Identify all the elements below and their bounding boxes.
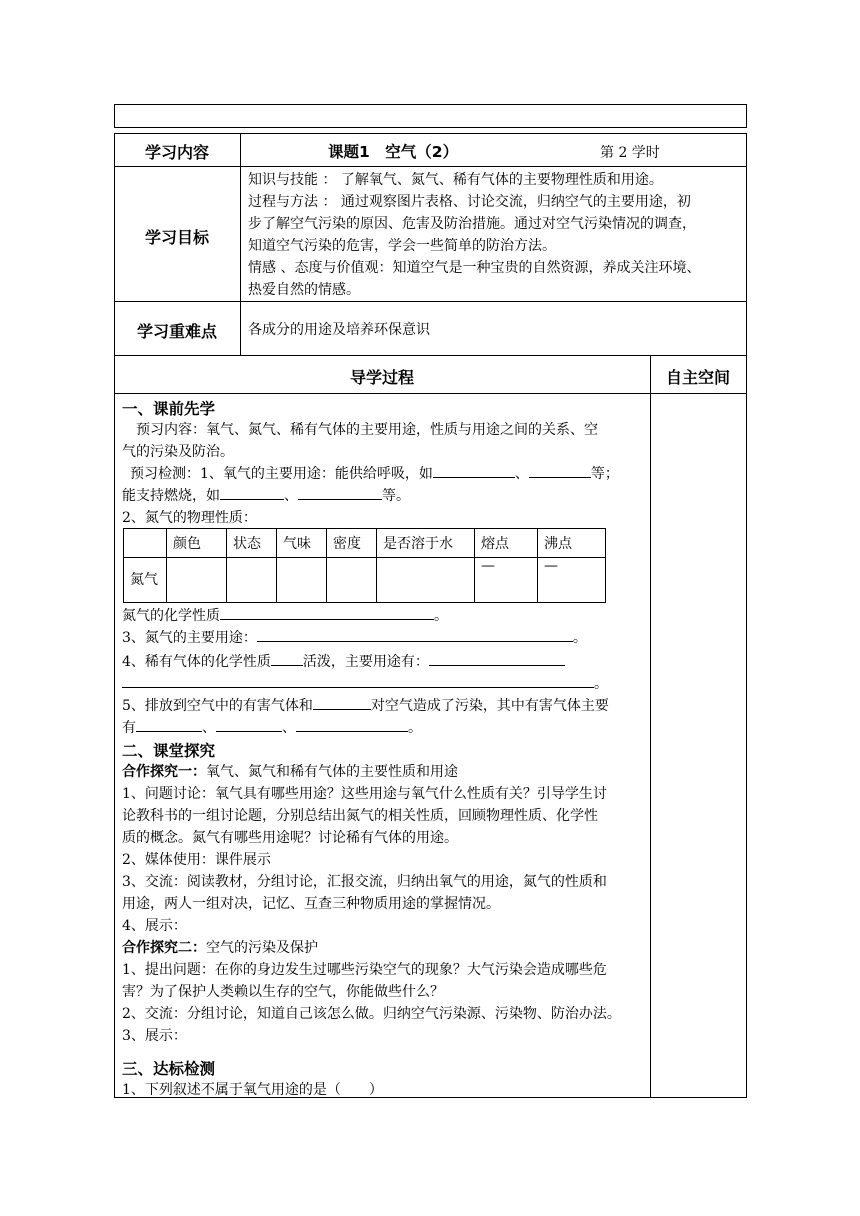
- frame-line: [114, 104, 747, 105]
- goal-line: 过程与方法 ： 通过观察图片表格、讨论交流，归纳空气的主要用途，初: [248, 194, 691, 210]
- table-cell[interactable]: [327, 558, 377, 603]
- separator: 、: [514, 466, 529, 482]
- table-header: 气味: [277, 529, 327, 558]
- goal-line: 知识与技能 ： 了解氧气、氮气、稀有气体的主要物理性质和用途。: [248, 172, 663, 188]
- para-line: 害？为了保护人类赖以生存的空气，你能做些什么？: [122, 984, 444, 1000]
- answer-blank[interactable]: [296, 717, 408, 732]
- para-line: 2、交流：分组讨论，知道自己该怎么做。归纳空气污染源、污染物、防治办法。: [122, 1006, 621, 1022]
- para-line: 质的概念。氮气有哪些用途呢？讨论稀有气体的用途。: [122, 830, 458, 846]
- table-cell: —: [538, 558, 606, 603]
- frame-line: [114, 133, 747, 134]
- table-cell[interactable]: [277, 558, 327, 603]
- process-label: 导学过程: [349, 368, 414, 387]
- n2-use-text: 3、氮气的主要用途：: [122, 630, 257, 646]
- check-text: 等。: [382, 488, 410, 504]
- para-line: 论教科书的一组讨论题，分别总结出氮气的相关性质，回顾物理性质、化学性: [122, 808, 598, 824]
- q5-text: 对空气造成了污染，其中有害气体主要: [370, 698, 609, 714]
- answer-blank[interactable]: [271, 651, 303, 666]
- pollution-line2: [122, 717, 422, 739]
- frame-line: [114, 355, 747, 356]
- table-cell[interactable]: [227, 558, 277, 603]
- noble-text: 活泼，主要用途有：: [302, 654, 429, 670]
- section1-title: 一、课前先学: [122, 400, 216, 418]
- check-text: 等；: [590, 466, 619, 482]
- lesson-period: 第 2 学时: [600, 145, 660, 161]
- goals-text: [248, 169, 744, 301]
- goals-label: 学习目标: [144, 228, 209, 247]
- lesson-title: 课题1 空气（2）: [328, 143, 459, 161]
- frame-line: [650, 355, 651, 1098]
- keypoints-text: 各成分的用途及培养环保意识: [248, 322, 430, 338]
- answer-blank[interactable]: [429, 651, 565, 666]
- table-cell: [124, 529, 167, 558]
- frame-line: [114, 166, 747, 167]
- noble-gas-line: [122, 651, 565, 673]
- preview-line: 预习内容：氧气、氮气、稀有气体的主要用途，性质与用途之间的关系、空: [136, 422, 598, 438]
- q5-text: 5、排放到空气中的有害气体和: [122, 698, 313, 714]
- end-mark: 。: [408, 720, 422, 736]
- separator: 、: [202, 720, 216, 736]
- pollution-line: [122, 695, 609, 717]
- frame-line: [746, 104, 747, 128]
- space-label: 自主空间: [665, 368, 730, 387]
- check-text: 预习检测：1、氧气的主要用途：能供给呼吸，如: [130, 466, 433, 482]
- coop2-label: 合作探究二：: [122, 940, 206, 956]
- goal-line: 步了解空气污染的原因、危害及防治措施。通过对空气污染情况的调查，: [248, 216, 696, 232]
- separator: 、: [282, 720, 296, 736]
- keypoints-label: 学习重难点: [136, 322, 217, 341]
- table-header: 沸点: [538, 529, 606, 558]
- end-mark: 。: [594, 676, 608, 692]
- para-line: 1、问题讨论：氧气具有哪些用途？这些用途与氧气什么性质有关？引导学生讨: [122, 786, 607, 802]
- table-row: [124, 529, 606, 558]
- coop1-body: [122, 783, 646, 1047]
- answer-blank[interactable]: [257, 627, 573, 642]
- end-mark: 。: [572, 630, 587, 646]
- frame-line: [746, 133, 747, 1098]
- table-header: 是否溶于水: [377, 529, 475, 558]
- frame-line: [114, 127, 747, 128]
- table-header: 密度: [327, 529, 377, 558]
- answer-blank[interactable]: [220, 605, 434, 620]
- chem-prop-text: 氮气的化学性质: [122, 608, 220, 624]
- goal-line: 热爱自然的情感。: [248, 282, 360, 298]
- n2-phys-title: 2、氮气的物理性质：: [122, 510, 257, 526]
- para-line: 3、交流：阅读教材，分组讨论，汇报交流，归纳出氧气的用途，氮气的性质和: [122, 874, 607, 890]
- section3-q1: 1、下列叙述不属于氧气用途的是（ ）: [122, 1082, 383, 1098]
- section3-title: 三、达标检测: [122, 1060, 216, 1078]
- coop1-text: 氧气、氮气和稀有气体的主要性质和用途: [206, 764, 458, 780]
- frame-line: [114, 133, 115, 1098]
- separator: 、: [284, 488, 298, 504]
- noble-gas-line2: [122, 673, 608, 695]
- frame-line: [114, 104, 115, 128]
- noble-text: 4、稀有气体的化学性质: [122, 654, 271, 670]
- para-line: 4、展示：: [122, 918, 187, 934]
- content-label: 学习内容: [144, 143, 209, 162]
- answer-blank[interactable]: [298, 485, 382, 500]
- table-cell: —: [475, 558, 538, 603]
- answer-blank[interactable]: [313, 695, 371, 710]
- frame-line: [114, 393, 747, 394]
- coop2-line: [122, 937, 646, 959]
- frame-line: [240, 133, 241, 356]
- answer-blank[interactable]: [529, 463, 591, 478]
- section2-title: 二、课堂探究: [122, 742, 216, 760]
- coop2-text: 空气的污染及保护: [206, 940, 318, 956]
- para-line: 2、媒体使用：课件展示: [122, 852, 271, 868]
- answer-blank[interactable]: [220, 485, 284, 500]
- answer-blank[interactable]: [136, 717, 202, 732]
- coop1-label: 合作探究一：: [122, 764, 206, 780]
- preview-line: 气的污染及防治。: [122, 444, 234, 460]
- goal-line: 情感 、态度与价值观：知道空气是一种宝贵的自然资源，养成关注环境、: [248, 260, 701, 276]
- table-cell[interactable]: [167, 558, 227, 603]
- answer-blank[interactable]: [433, 463, 515, 478]
- table-header: 颜色: [167, 529, 227, 558]
- check-text: 能支持燃烧，如: [122, 488, 220, 504]
- answer-blank[interactable]: [216, 717, 282, 732]
- preview-check-line: [122, 485, 410, 507]
- para-line: 3、展示：: [122, 1028, 187, 1044]
- coop1-line: [122, 761, 458, 783]
- n2-use-line: [122, 627, 587, 649]
- table-header: 熔点: [475, 529, 538, 558]
- table-row: [124, 558, 606, 603]
- frame-line: [114, 301, 747, 302]
- para-line: 1、提出问题：在你的身边发生过哪些污染空气的现象？大气污染会造成哪些危: [122, 962, 607, 978]
- q5-text: 有: [122, 720, 136, 736]
- answer-blank[interactable]: [122, 673, 594, 688]
- preview-check-line: [130, 463, 619, 485]
- row-label: 氮气: [124, 558, 167, 603]
- table-cell[interactable]: [377, 558, 475, 603]
- para-line: 用途，两人一组对决，记忆、互查三种物质用途的掌握情况。: [122, 896, 500, 912]
- chem-prop-line: [122, 605, 448, 627]
- table-header: 状态: [227, 529, 277, 558]
- end-mark: 。: [434, 608, 448, 624]
- goal-line: 知道空气污染的危害，学会一些简单的防治方法。: [248, 238, 556, 254]
- nitrogen-property-table: [123, 528, 606, 603]
